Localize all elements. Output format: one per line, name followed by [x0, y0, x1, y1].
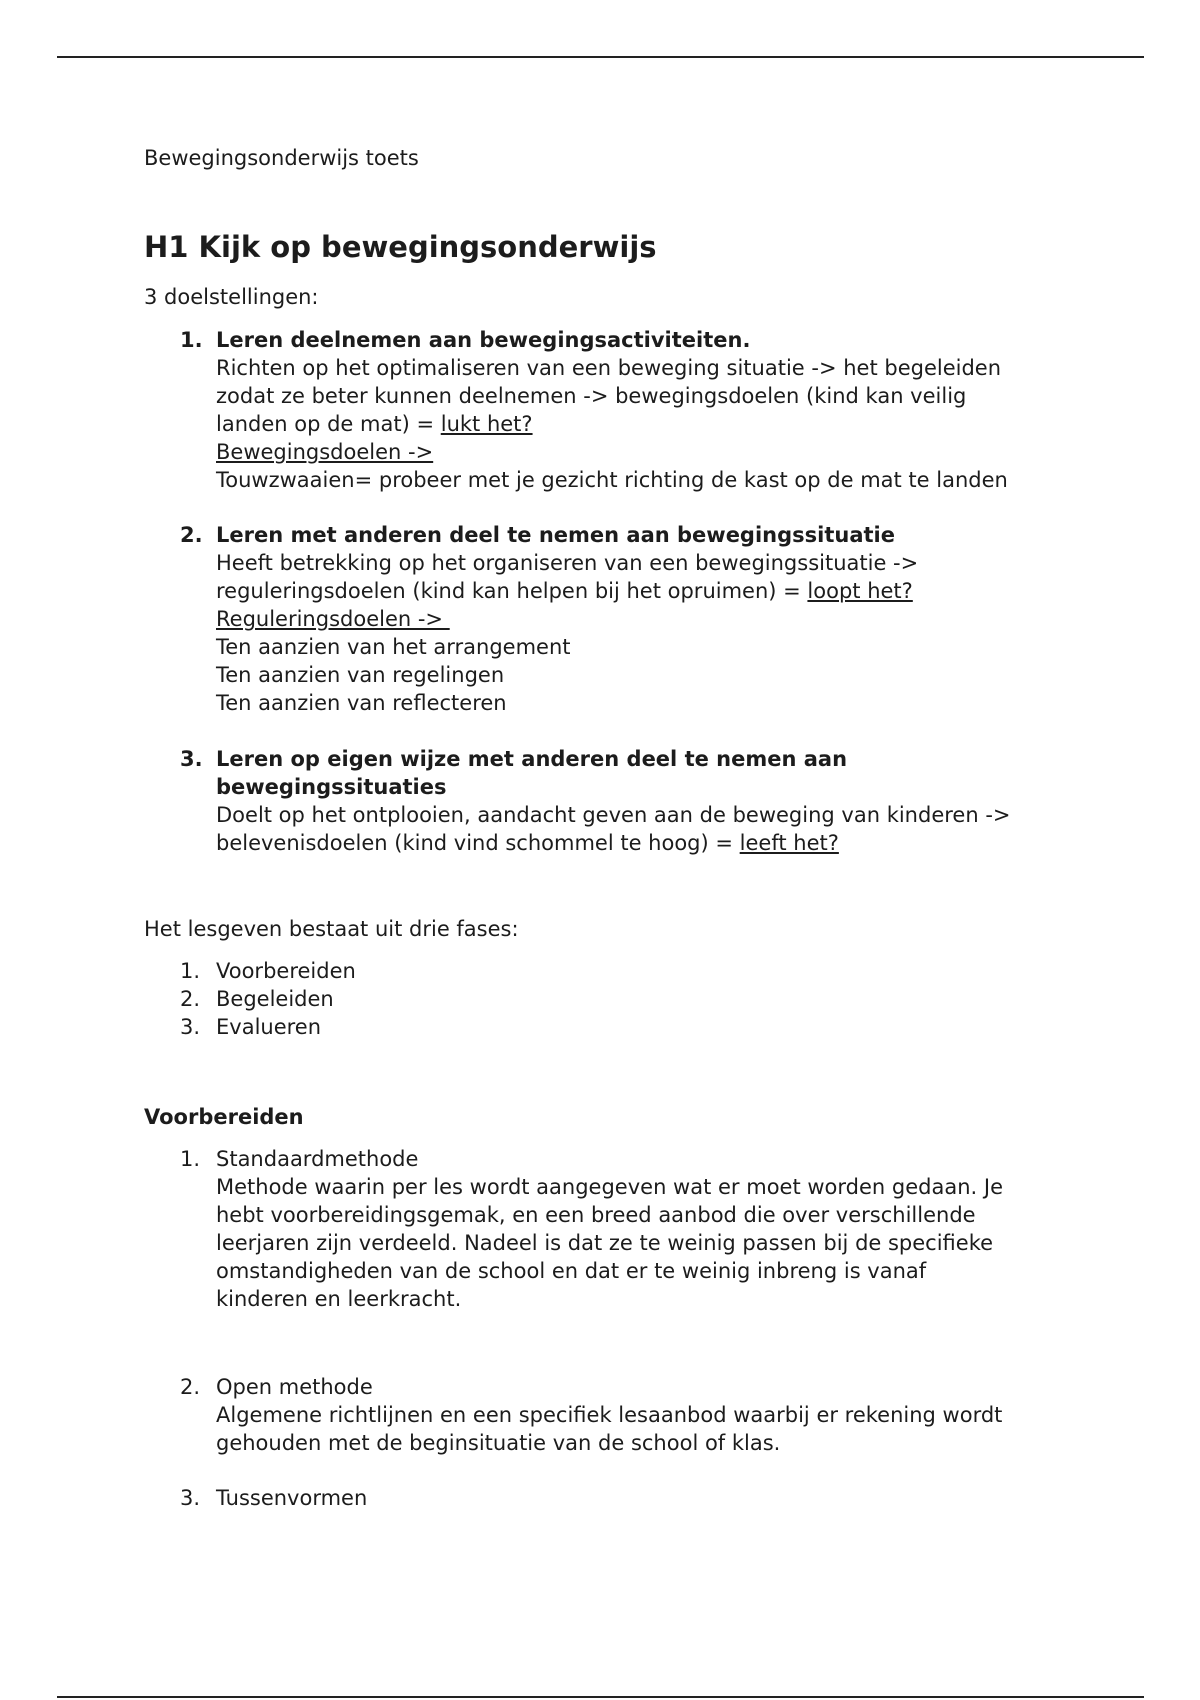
goal-number: 1. — [180, 328, 203, 352]
goal-text-line — [216, 410, 1064, 438]
method-text-line: gehouden met de beginsituatie van de school of klas. — [216, 1431, 781, 1455]
goal-title: bewegingssituaties — [216, 775, 447, 799]
goal-text: belevenisdoelen (kind vind schommel te hoog) = — [216, 831, 740, 855]
method-text-line: leerjaren zijn verdeeld. Nadeel is dat ze te weinig passen bij de specifieke — [216, 1231, 994, 1255]
phase-item — [144, 1013, 1064, 1041]
method-title: Standaardmethode — [216, 1147, 419, 1171]
goal-item-1 — [144, 326, 1064, 494]
phase-label: Voorbereiden — [216, 959, 356, 983]
phase-number: 1. — [180, 959, 201, 983]
method-text-line: hebt voorbereidingsgemak, en een breed aanbod die over verschillende — [216, 1203, 976, 1227]
goal-aspect: Ten aanzien van het arrangement — [216, 635, 571, 659]
underlined-question: loopt het? — [807, 579, 913, 603]
method-item-3 — [144, 1484, 1064, 1512]
goal-text-line — [216, 829, 1064, 857]
goal-title: Leren deelnemen aan bewegingsactiviteiten. — [216, 328, 751, 352]
method-item-1 — [144, 1145, 1064, 1313]
phase-number: 3. — [180, 1015, 201, 1039]
method-text-line: kinderen en leerkracht. — [216, 1287, 462, 1311]
goal-sub-label: Reguleringsdoelen -> — [216, 607, 450, 631]
goal-text-line: Heeft betrekking op het organiseren van een bewegingssituatie -> — [216, 551, 919, 575]
top-rule — [57, 56, 1144, 58]
underlined-question: leeft het? — [739, 831, 839, 855]
method-title: Tussenvormen — [216, 1486, 368, 1510]
method-text-line: Methode waarin per les wordt aangegeven wat er moet worden gedaan. Je — [216, 1175, 1003, 1199]
phase-item — [144, 985, 1064, 1013]
goal-title: Leren op eigen wijze met anderen deel te nemen aan — [216, 747, 848, 771]
phase-label: Begeleiden — [216, 987, 334, 1011]
goal-number: 2. — [180, 523, 203, 547]
method-number: 2. — [180, 1375, 201, 1399]
goal-number: 3. — [180, 747, 203, 771]
goal-text: landen op de mat) = — [216, 412, 441, 436]
method-text-line: omstandigheden van de school en dat er te weinig inbreng is vanaf — [216, 1259, 927, 1283]
goal-item-3 — [144, 745, 1064, 857]
bottom-rule — [57, 1696, 1144, 1698]
phases-intro: Het lesgeven bestaat uit drie fases: — [144, 917, 519, 941]
document-title: Bewegingsonderwijs toets — [144, 146, 419, 170]
goal-text-line: Doelt op het ontplooien, aandacht geven aan de beweging van kinderen -> — [216, 803, 1011, 827]
goal-text-line: zodat ze beter kunnen deelnemen -> bewegingsdoelen (kind kan veilig — [216, 384, 967, 408]
goal-item-2 — [144, 521, 1064, 717]
goal-aspect: Ten aanzien van regelingen — [216, 663, 505, 687]
goal-text: reguleringsdoelen (kind kan helpen bij het opruimen) = — [216, 579, 808, 603]
chapter-heading: H1 Kijk op bewegingsonderwijs — [144, 230, 657, 264]
phase-label: Evalueren — [216, 1015, 322, 1039]
goal-aspect: Ten aanzien van reflecteren — [216, 691, 507, 715]
phase-item — [144, 957, 1064, 985]
method-number: 1. — [180, 1147, 201, 1171]
goal-title: Leren met anderen deel te nemen aan bewegingssituatie — [216, 523, 895, 547]
underlined-question: lukt het? — [440, 412, 533, 436]
goal-text-line: Richten op het optimaliseren van een beweging situatie -> het begeleiden — [216, 356, 1002, 380]
goals-intro: 3 doelstellingen: — [144, 285, 319, 309]
method-number: 3. — [180, 1486, 201, 1510]
method-item-2 — [144, 1373, 1064, 1457]
section-title-voorbereiden: Voorbereiden — [144, 1105, 304, 1129]
method-title: Open methode — [216, 1375, 373, 1399]
method-text-line: Algemene richtlijnen en een specifiek lesaanbod waarbij er rekening wordt — [216, 1403, 1003, 1427]
goal-text-line — [216, 577, 1064, 605]
goal-example: Touwzwaaien= probeer met je gezicht richting de kast op de mat te landen — [216, 468, 1008, 492]
goal-sub-label: Bewegingsdoelen -> — [216, 440, 434, 464]
phase-number: 2. — [180, 987, 201, 1011]
